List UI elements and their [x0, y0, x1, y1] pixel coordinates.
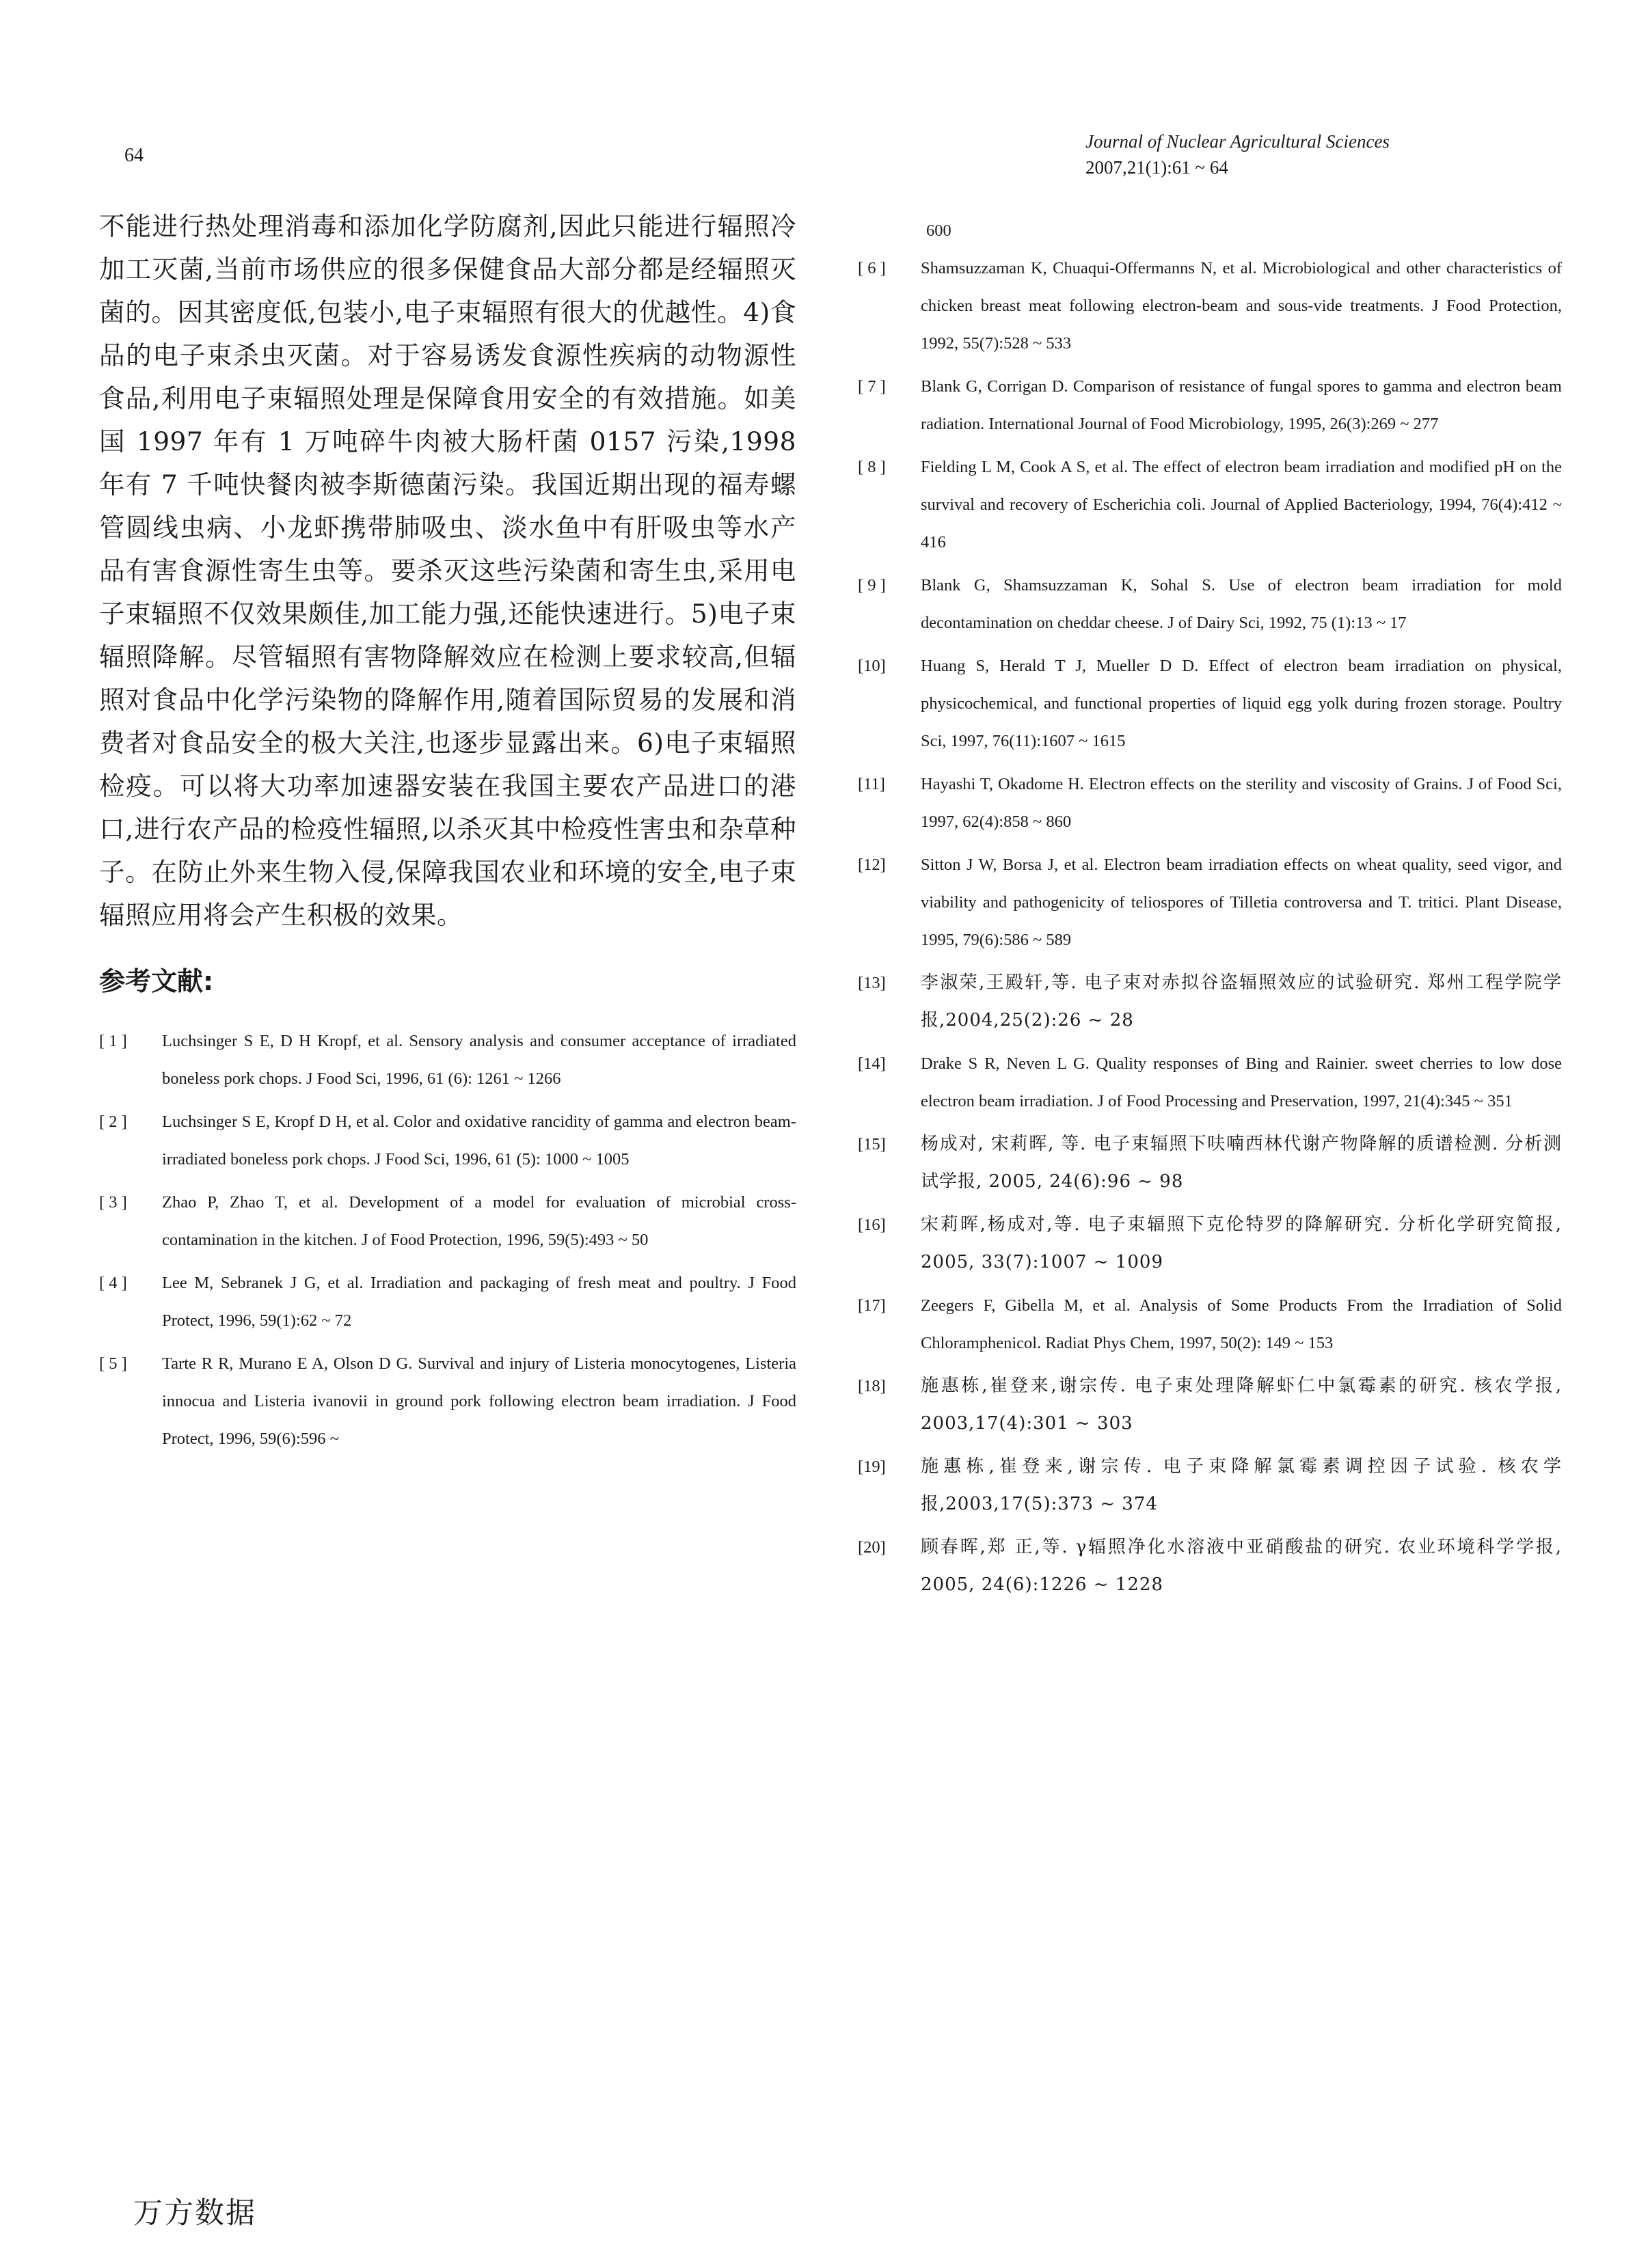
left-column: [99, 205, 796, 1463]
reference-text: Luchsinger S E, D H Kropf, et al. Sensory analysis and consumer acceptance of irradiated boneless pork chops. J Food Sci, 1996, 61 (6): 1261 ~ 1266: [162, 1032, 796, 1088]
reference-item: [858, 1367, 1562, 1443]
reference-text: Blank G, Corrigan D. Comparison of resistance of fungal spores to gamma and electron beam radiation. International Journal of Food Microbiology, 1995, 26(3):269 ~ 277: [921, 377, 1562, 433]
reference-item: [858, 1206, 1562, 1281]
reference-number: [ 5 ]: [99, 1354, 127, 1373]
reference-text: Zeegers F, Gibella M, et al. Analysis of Some Products From the Irradiation of Solid Chloramphenicol. Radiat Phys Chem, 1997, 50(2): 149 ~ 153: [921, 1296, 1562, 1352]
reference-text: Fielding L M, Cook A S, et al. The effect of electron beam irradiation and modified pH on the survival and recovery of Escherichia coli. Journal of Applied Bacteriology, 1994, 76(4):412 ~ 416: [921, 458, 1562, 551]
reference-text: Huang S, Herald T J, Mueller D D. Effect of electron beam irradiation on physical, physicochemical, and functional properties of liquid egg yolk during frozen storage. Poultry Sci, 1997, 76(11):1607 ~ 1615: [921, 657, 1562, 750]
reference-number: [15]: [858, 1135, 886, 1153]
reference-text: Sitton J W, Borsa J, et al. Electron beam irradiation effects on wheat quality, seed vigor, and viability and pathogenicity of teliospores of Tilletia controversa and T. tritici. Plant Disease, 1995, 79(6):586 ~ 589: [921, 856, 1562, 949]
reference-text: Shamsuzzaman K, Chuaqui-Offermanns N, et al. Microbiological and other characteristics of chicken breast meat following electron-beam and sous-vide treatments. J Food Protection, 1992, 55(7):528 ~ 533: [921, 259, 1562, 353]
reference-number: [13]: [858, 974, 886, 992]
reference-text: Drake S R, Neven L G. Quality responses of Bing and Rainier. sweet cherries to low dose electron beam irradiation. J of Food Processing and Preservation, 1997, 21(4):345 ~ 351: [921, 1054, 1562, 1110]
reference-item: [99, 1184, 796, 1259]
reference-text: Tarte R R, Murano E A, Olson D G. Survival and injury of Listeria monocytogenes, Listeria innocua and Listeria ivanovii in ground pork following electron beam irradiation. J Food Protect, 1996, 59(6):596 ~: [162, 1354, 796, 1448]
reference-item: [99, 1264, 796, 1339]
reference-text: 施惠栋,崔登来,谢宗传. 电子束处理降解虾仁中氯霉素的研究. 核农学报, 2003,17(4):301 ~ 303: [921, 1376, 1562, 1434]
references-list-right: [858, 249, 1562, 1604]
reference-item: [858, 1045, 1562, 1120]
reference-item: [858, 846, 1562, 959]
journal-issue: 2007,21(1):61 ~ 64: [1085, 157, 1228, 178]
reference-item: [99, 1345, 796, 1458]
body-paragraph: 不能进行热处理消毒和添加化学防腐剂,因此只能进行辐照冷加工灭菌,当前市场供应的很多保健食品大部分都是经辐照灭菌的。因其密度低,包装小,电子束辐照有很大的优越性。4)食品的电子束杀虫灭菌。对于容易诱发食源性疾病的动物源性食品,利用电子束辐照处理是保障食用安全的有效措施。如美国 1997 年有 1 万吨碎牛肉被大肠杆菌 0157 污染,1998 年有 7 千吨快餐肉被李斯德菌污染。我国近期出现的福寿螺管圆线虫病、小龙虾携带肺吸虫、淡水鱼中有肝吸虫等水产品有害食源性寄生虫等。要杀灭这些污染菌和寄生虫,采用电子束辐照不仅效果颇佳,加工能力强,还能快速进行。5)电子束辐照降解。尽管辐照有害物降解效应在检测上要求较高,但辐照对食品中化学污染物的降解作用,随着国际贸易的发展和消费者对食品安全的极大关注,也逐步显露出来。6)电子束辐照检疫。可以将大功率加速器安装在我国主要农产品进口的港口,进行农产品的检疫性辐照,以杀灭其中检疫性害虫和杂草种子。在防止外来生物入侵,保障我国农业和环境的安全,电子束辐照应用将会产生积极的效果。: [99, 211, 796, 930]
reference-continuation: 600: [926, 221, 951, 240]
wanfang-logo: 万方数据: [133, 2196, 256, 2230]
reference-number: [ 2 ]: [99, 1112, 127, 1131]
reference-item: [858, 448, 1562, 561]
reference-number: [14]: [858, 1054, 886, 1073]
reference-item: [858, 1125, 1562, 1201]
reference-number: [ 6 ]: [858, 259, 886, 277]
reference-text: Blank G, Shamsuzzaman K, Sohal S. Use of electron beam irradiation for mold decontamination on cheddar cheese. J of Dairy Sci, 1992, 75 (1):13 ~ 17: [921, 576, 1562, 632]
reference-item: [99, 1103, 796, 1178]
references-title: 参考文献:: [99, 966, 214, 996]
reference-text: 宋莉晖,杨成对,等. 电子束辐照下克伦特罗的降解研究. 分析化学研究简报, 2005, 33(7):1007 ~ 1009: [921, 1214, 1562, 1272]
reference-number: [20]: [858, 1538, 886, 1557]
reference-item: [858, 1287, 1562, 1362]
page-number: 64: [124, 145, 144, 166]
reference-number: [18]: [858, 1377, 886, 1395]
reference-item: [858, 566, 1562, 642]
reference-number: [ 7 ]: [858, 377, 886, 396]
reference-text: Hayashi T, Okadome H. Electron effects on the sterility and viscosity of Grains. J of Food Sci, 1997, 62(4):858 ~ 860: [921, 775, 1562, 831]
reference-text: 李淑荣,王殿轩,等. 电子束对赤拟谷盗辐照效应的试验研究. 郑州工程学院学报,2004,25(2):26 ~ 28: [921, 972, 1562, 1030]
reference-item: [858, 368, 1562, 443]
references-list-left: [99, 1022, 796, 1458]
reference-number: [17]: [858, 1296, 886, 1315]
reference-item: [858, 1448, 1562, 1523]
reference-item: [858, 964, 1562, 1039]
journal-header: [1085, 128, 1564, 180]
reference-number: [19]: [858, 1458, 886, 1476]
reference-item: [858, 249, 1562, 362]
reference-number: [ 3 ]: [99, 1193, 127, 1212]
reference-item: [99, 1022, 796, 1097]
reference-number: [11]: [858, 775, 885, 793]
reference-text: 杨成对, 宋莉晖, 等. 电子束辐照下呋喃西林代谢产物降解的质谱检测. 分析测试学报, 2005, 24(6):96 ~ 98: [921, 1134, 1562, 1192]
reference-number: [ 4 ]: [99, 1274, 127, 1292]
reference-text: 顾春晖,郑 正,等. γ辐照净化水溶液中亚硝酸盐的研究. 农业环境科学学报, 2005, 24(6):1226 ~ 1228: [921, 1537, 1562, 1595]
reference-number: [16]: [858, 1216, 886, 1234]
reference-text: Zhao P, Zhao T, et al. Development of a model for evaluation of microbial cross-contamination in the kitchen. J of Food Protection, 1996, 59(5):493 ~ 50: [162, 1193, 796, 1249]
reference-number: [12]: [858, 856, 886, 874]
reference-text: Lee M, Sebranek J G, et al. Irradiation and packaging of fresh meat and poultry. J Food Protect, 1996, 59(1):62 ~ 72: [162, 1274, 796, 1330]
reference-item: [858, 765, 1562, 841]
reference-text: 施惠栋,崔登来,谢宗传. 电子束降解氯霉素调控因子试验. 核农学报,2003,17(5):373 ~ 374: [921, 1456, 1562, 1514]
reference-number: [ 1 ]: [99, 1032, 127, 1050]
reference-number: [ 9 ]: [858, 576, 886, 595]
reference-number: [10]: [858, 657, 886, 675]
journal-name: Journal of Nuclear Agricultural Sciences: [1085, 131, 1390, 152]
reference-number: [ 8 ]: [858, 458, 886, 476]
reference-item: [858, 647, 1562, 760]
right-column: [858, 212, 1562, 1609]
reference-text: Luchsinger S E, Kropf D H, et al. Color and oxidative rancidity of gamma and electron beam-irradiated boneless pork chops. J Food Sci, 1996, 61 (5): 1000 ~ 1005: [162, 1112, 796, 1169]
reference-item: [858, 1529, 1562, 1604]
